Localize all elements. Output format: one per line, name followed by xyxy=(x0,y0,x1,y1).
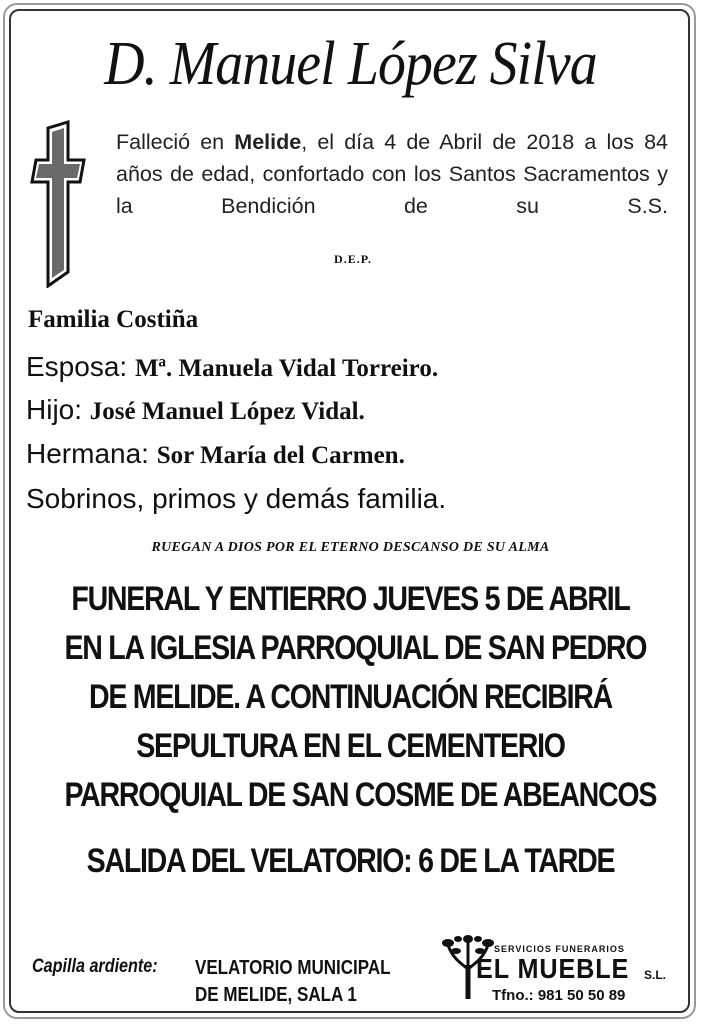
dep-text: D.E.P. xyxy=(334,252,372,266)
chapel-value-line: DE MELIDE, SALA 1 xyxy=(195,984,357,1006)
funeral-line: PARROQUIAL DE SAN COSME DE ABEANCOS xyxy=(64,776,657,814)
family-value: José Manuel López Vidal. xyxy=(89,398,365,425)
departure-text: SALIDA DEL VELATORIO: 6 DE LA TARDE xyxy=(86,842,615,880)
deceased-name: D. Manuel López Silva xyxy=(104,30,597,98)
prayer-request: RUEGAN A DIOS POR EL ETERNO DESCANSO DE SU ALMA xyxy=(151,540,550,555)
funeral-line: FUNERAL Y ENTIERRO JUEVES 5 DE ABRIL xyxy=(71,580,630,618)
family-line-son xyxy=(26,391,365,431)
funeral-details xyxy=(10,575,691,820)
logo-suffix: S.L. xyxy=(644,968,667,982)
logo-tagline: SERVICIOS FUNERARIOS xyxy=(494,944,625,954)
family-line-spouse xyxy=(26,348,438,388)
funeral-line: SEPULTURA EN EL CEMENTERIO xyxy=(136,727,565,765)
logo-name: EL MUEBLE xyxy=(476,953,630,984)
chapel-value xyxy=(195,955,391,1009)
family-label: Hermana: xyxy=(26,438,157,469)
funeral-line: EN LA IGLESIA PARROQUIAL DE SAN PEDRO xyxy=(64,629,647,667)
dep-label xyxy=(0,252,701,267)
family-line-sister xyxy=(26,435,405,475)
obituary-intro xyxy=(116,126,668,222)
family-closing: Sobrinos, primos y demás familia. xyxy=(26,483,447,514)
intro-place: Melide xyxy=(234,130,302,154)
family-label: Hijo: xyxy=(26,394,90,425)
family-value: Sor María del Carmen. xyxy=(156,442,405,469)
chapel-label: Capilla ardiente: xyxy=(32,956,158,977)
intro-text-2: , el día 4 de Abril de 2018 a los 84 años de edad, confortado con los Santos Sacramentos y la Bendición de su S.S. xyxy=(116,130,669,218)
logo-phone: Tfno.: 981 50 50 89 xyxy=(492,987,626,1004)
family-value: Mª. Manuela Vidal Torreiro. xyxy=(134,355,439,382)
departure-time xyxy=(10,842,691,881)
intro-text-1: Falleció en xyxy=(116,130,235,154)
family-title: Familia Costiña xyxy=(28,306,199,333)
chapel-value-line: VELATORIO MUNICIPAL xyxy=(195,957,391,979)
family-label: Esposa: xyxy=(26,351,135,382)
funeral-line: DE MELIDE. A CONTINUACIÓN RECIBIRÁ xyxy=(88,678,613,716)
